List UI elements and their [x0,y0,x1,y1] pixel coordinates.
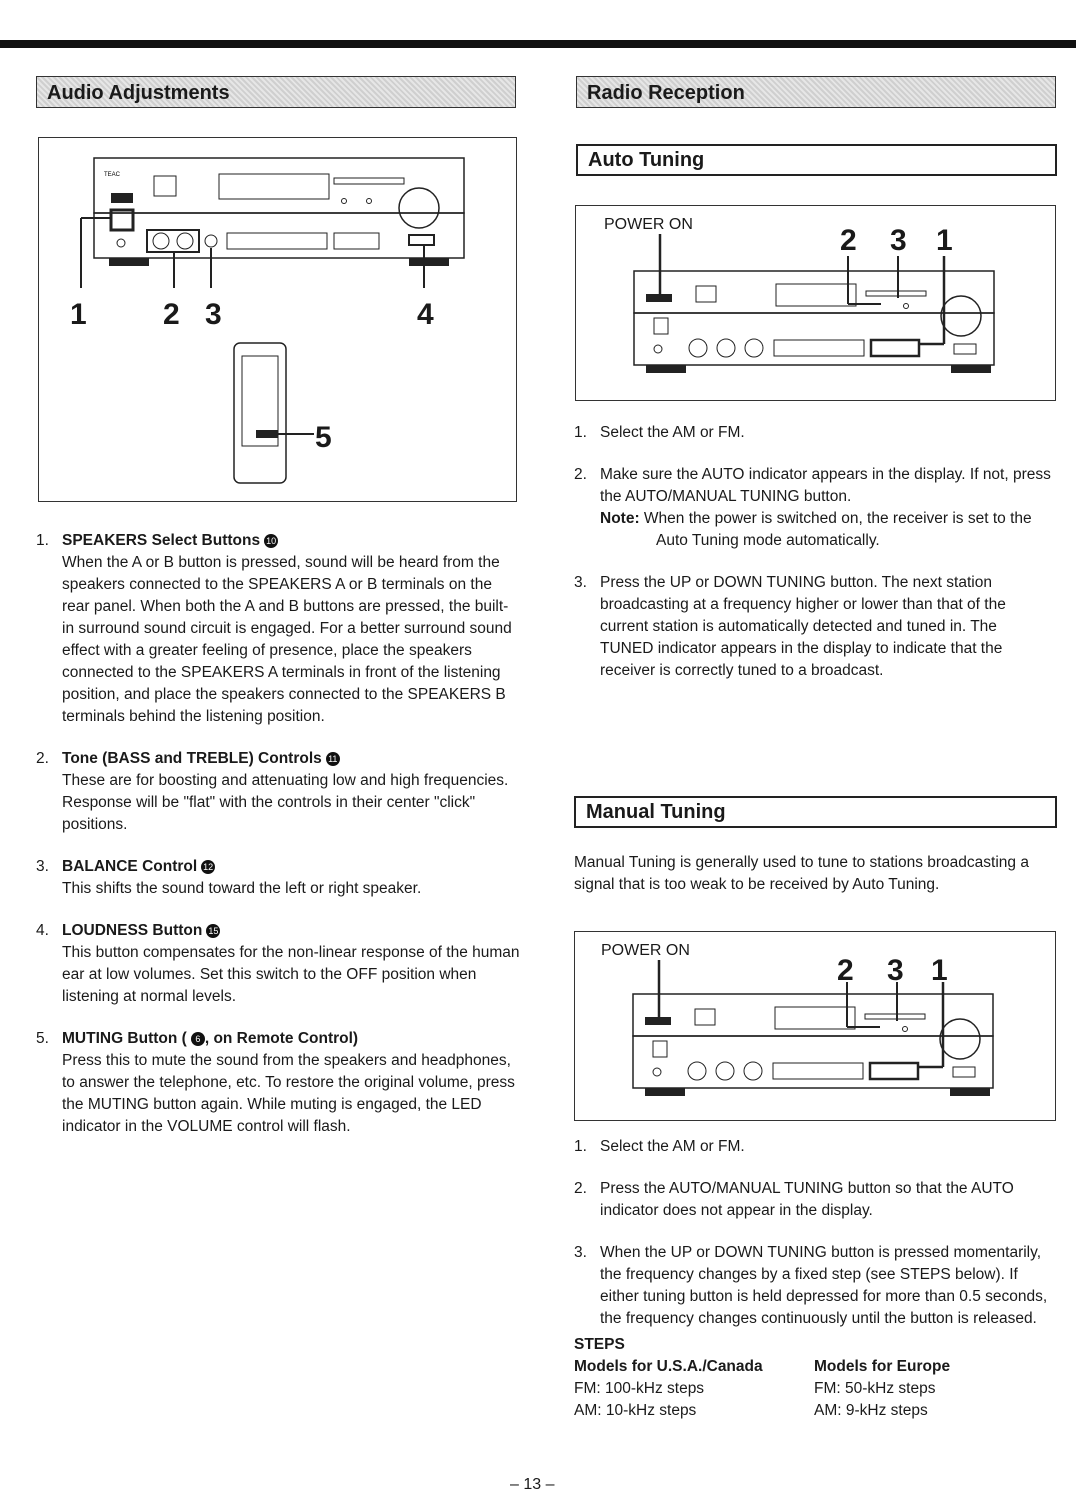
steps-column-usa [574,1356,814,1422]
auto-tuning-steps [574,422,1052,702]
ref-badge: 10 [266,536,277,546]
item-body: This shifts the sound toward the left or right speaker. [62,880,422,897]
brand-label: TEAC [104,172,121,178]
manual-intro: Manual Tuning is generally used to tune to stations broadcasting a signal that is too weak to be received by Auto Tuning. [574,854,1029,893]
callout-2: 2 [837,954,854,987]
receiver-illustration [39,138,516,501]
step-text: Press the AUTO/MANUAL TUNING button so that the AUTO indicator does not appear in the display. [600,1180,1014,1219]
audio-item [36,1028,520,1138]
item-body: Press this to mute the sound from the speakers and headphones, to answer the telephone, etc. To restore the original volume, press the MUTING button again. While muting is engaged, the LED indicator in the VOLUME control will flash. [62,1052,515,1135]
step-number: 1. [574,1138,587,1155]
page-number: – 13 – [510,1476,555,1493]
item-title: BALANCE Control [62,858,198,875]
step-item [574,422,1052,444]
step-item [574,1242,1054,1330]
steps-fm: FM: 50-kHz steps [814,1380,936,1397]
audio-items-list [36,530,520,1158]
steps-table [574,1356,1054,1422]
item-number: 2. [36,750,49,767]
audio-item [36,530,520,728]
ref-badge: 15 [208,926,219,936]
callout-3: 3 [887,954,904,987]
step-text: Select the AM or FM. [600,1138,745,1155]
item-title: SPEAKERS Select Buttons [62,532,261,549]
item-number: 3. [36,858,49,875]
audio-item [36,856,520,900]
item-title: MUTING Button ( [62,1030,187,1047]
item-title: Tone (BASS and TREBLE) Controls [62,750,322,767]
item-title-suffix: , on Remote Control) [204,1030,359,1047]
steps-title: STEPS [574,1336,625,1353]
step-number: 2. [574,1180,587,1197]
callout-1: 1 [931,954,948,987]
steps-column-europe [814,1356,1054,1422]
item-body: When the A or B button is pressed, sound will be heard from the speakers connected to the SPEAKERS A or B terminals on the rear panel. When both the A and B buttons are pressed, the built-in surround sound circuit is engaged. For a better surround sound effect with a greater feeling of presence, place the speakers connected to the SPEAKERS A terminals in front of the listening position, and place the speakers connected to the SPEAKERS B terminals behind the listening position. [62,554,512,725]
subheader-auto-tuning: Auto Tuning [576,144,1057,176]
step-text: Make sure the AUTO indicator appears in the display. If not, press the AUTO/MANUAL TUNING button. [600,466,1051,505]
subheader-manual-tuning: Manual Tuning [574,796,1057,828]
steps-column-heading: Models for Europe [814,1358,951,1375]
item-body: These are for boosting and attenuating low and high frequencies. Response will be "flat" with the controls in their center "click" positions. [62,772,509,833]
receiver-illustration [575,932,1055,1120]
step-text: When the UP or DOWN TUNING button is pressed momentarily, the frequency changes by a fixed step (see STEPS below). If either tuning button is held depressed for more than 0.5 seconds, the frequency changes continuously until the button is released. [600,1244,1048,1327]
steps-am: AM: 9-kHz steps [814,1402,928,1419]
step-item [574,464,1052,552]
audio-item [36,748,520,836]
figure-manual-tuning [574,931,1056,1121]
item-number: 5. [36,1030,49,1047]
step-text: Select the AM or FM. [600,424,745,441]
step-number: 3. [574,1244,587,1261]
steps-am: AM: 10-kHz steps [574,1402,697,1419]
item-title: LOUDNESS Button [62,922,203,939]
item-number: 1. [36,532,49,549]
note-label: Note: [600,510,640,527]
note [600,508,1052,552]
audio-item [36,920,520,1008]
callout-3: 3 [205,298,222,331]
callout-3: 3 [890,224,907,257]
ref-badge: 11 [326,752,340,766]
manual-tuning-steps [574,1136,1054,1422]
power-on-label: POWER ON [601,942,690,959]
note-text: When the power is switched on, the receiver is set to the Auto Tuning mode automatically. [643,510,1032,549]
receiver-illustration [576,206,1055,400]
callout-2: 2 [840,224,857,257]
callout-4: 4 [417,298,434,331]
callout-2: 2 [163,298,180,331]
section-header-radio: Radio Reception [576,76,1056,108]
item-body: This button compensates for the non-linear response of the human ear at low volumes. Set this switch to the OFF position when listening at normal levels. [62,944,520,1005]
figure-auto-tuning [575,205,1056,401]
steps-column-heading: Models for U.S.A./Canada [574,1358,763,1375]
step-item [574,1136,1054,1158]
step-number: 3. [574,574,587,591]
callout-1: 1 [70,298,87,331]
ref-badge: 6 [191,1032,205,1046]
ref-badge: 12 [203,862,214,872]
top-rule [0,40,1076,48]
figure-audio-adjustments [38,137,517,502]
power-on-label: POWER ON [604,216,693,233]
steps-fm: FM: 100-kHz steps [574,1380,705,1397]
step-item [574,572,1052,682]
step-text: Press the UP or DOWN TUNING button. The next station broadcasting at a frequency higher or lower than that of the current station is automatically detected and tuned in. The TUNED indicator appears in the display to indicate that the receiver is correctly tuned to a broadcast. [600,574,1006,679]
section-header-audio: Audio Adjustments [36,76,516,108]
step-number: 2. [574,466,587,483]
callout-1: 1 [936,224,953,257]
item-number: 4. [36,922,49,939]
step-item [574,1178,1054,1222]
callout-5: 5 [315,421,332,454]
step-number: 1. [574,424,587,441]
